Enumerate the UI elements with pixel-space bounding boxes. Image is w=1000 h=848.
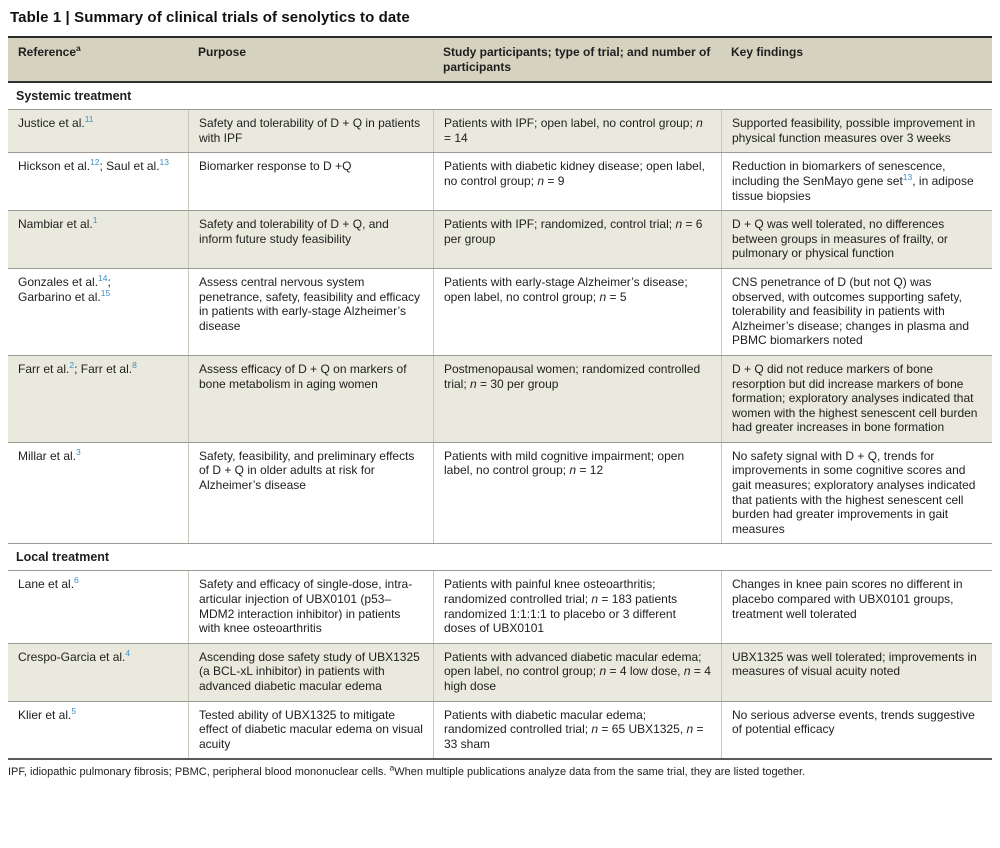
citation-link[interactable]: 8 (132, 359, 137, 370)
cell-participants: Patients with diabetic macular edema; randomized controlled trial; n = 65 UBX1325, n = 33 sham (433, 702, 721, 759)
table-row-crespo-garcia (8, 643, 992, 701)
citation-link[interactable]: 13 (159, 157, 170, 168)
cell-reference: Millar et al.$^3$ (18, 446, 81, 463)
section-header-local-treatment: Local treatment (8, 543, 992, 570)
citation-link[interactable]: 15 (100, 287, 111, 298)
table-row-gonzales-garbarino (8, 268, 992, 355)
cell-purpose: Safety and tolerability of D + Q, and inform future study feasibility (188, 211, 433, 268)
cell-participants: Patients with painful knee osteoarthritis; randomized controlled trial; n = 183 patients randomized 1:1:1:1 to placebo or 3 different doses of UBX0101 (433, 571, 721, 642)
citation-link[interactable]: 5 (71, 705, 77, 716)
table-row-nambiar (8, 210, 992, 268)
cell-findings: Supported feasibility, possible improvement in physical function measures over 3 weeks (721, 110, 992, 152)
cell-purpose: Ascending dose safety study of UBX1325 (a BCL-xL inhibitor) in patients with advanced diabetic macular edema (188, 644, 433, 701)
cell-reference: Farr et al.$^2$; Farr et al.$^8$ (18, 359, 137, 376)
table-row-lane (8, 570, 992, 642)
table-row-klier (8, 701, 992, 759)
citation-link[interactable]: 6 (74, 575, 79, 586)
cell-reference: Nambiar et al.$^1$ (18, 215, 98, 232)
cell-purpose: Assess central nervous system penetrance, safety, feasibility and efficacy in patients with early-stage Alzheimer’s disease (188, 269, 433, 355)
citation-link[interactable]: 11 (84, 114, 94, 125)
cell-findings: D + Q was well tolerated, no differences between groups in measures of frailty, or pulmonary or physical function (721, 211, 992, 268)
cell-findings: No serious adverse events, trends suggestive of potential efficacy (721, 702, 992, 759)
footnote-marker: a (76, 43, 81, 53)
section-header-systemic-treatment: Systemic treatment (8, 81, 992, 109)
cell-participants: Patients with diabetic kidney disease; open label, no control group; n = 9 (433, 153, 721, 210)
column-header-key-findings: Key findings (731, 45, 804, 59)
cell-participants: Patients with IPF; randomized, control trial; n = 6 per group (433, 211, 721, 268)
table-footnote: IPF, idiopathic pulmonary fibrosis; PBMC, peripheral blood mononuclear cells. $^a$When multiple publications analyze data from the same trial, they are listed together. (8, 758, 992, 779)
column-header-purpose: Purpose (198, 45, 247, 59)
table-title: Table 1 | Summary of clinical trials of senolytics to date (10, 9, 410, 26)
cell-participants: Patients with advanced diabetic macular edema; open label, no control group; n = 4 low dose, n = 4 high dose (433, 644, 721, 701)
cell-reference: Klier et al.$^5$ (18, 705, 77, 722)
citation-link[interactable]: 12 (90, 157, 100, 168)
table-header-row (8, 38, 992, 81)
table-row-millar (8, 442, 992, 544)
column-header-participants: Study participants; type of trial; and number of participants (443, 45, 711, 74)
column-header-reference: Reference$^a$ (18, 43, 81, 59)
cell-findings: Changes in knee pain scores no different in placebo compared with UBX0101 groups, treatment well tolerated (721, 571, 992, 642)
citation-link[interactable]: 3 (76, 446, 81, 457)
cell-participants: Postmenopausal women; randomized controlled trial; n = 30 per group (433, 356, 721, 442)
cell-reference: Justice et al.$^{11}$ (18, 114, 94, 131)
cell-findings: No safety signal with D + Q, trends for improvements in some cognitive scores and gait measures; exploratory analyses indicated that patients with the highest senescent cell burden had greater improvements in gait measures (721, 443, 992, 544)
table-row-hickson-saul (8, 152, 992, 210)
cell-participants: Patients with IPF; open label, no control group; n = 14 (433, 110, 721, 152)
cell-findings: Reduction in biomarkers of senescence, including the SenMayo gene set$^{13}$, in adipose tissue biopsies (721, 153, 992, 210)
cell-reference: Crespo-Garcia et al.$^4$ (18, 647, 131, 664)
cell-purpose: Safety and tolerability of D + Q in patients with IPF (188, 110, 433, 152)
cell-purpose: Safety and efficacy of single-dose, intra-articular injection of UBX0101 (p53–MDM2 interaction inhibitor) in patients with knee osteoarthritis (188, 571, 433, 642)
citation-link[interactable]: 14 (98, 272, 108, 283)
cell-reference: Lane et al.$^6$ (18, 575, 79, 592)
cell-findings: D + Q did not reduce markers of bone resorption but did increase markers of bone formation; exploratory analyses indicated that women with the highest senescent cell burden had greater increases in bone formation (721, 356, 992, 442)
citation-link[interactable]: 2 (69, 359, 75, 370)
cell-purpose: Tested ability of UBX1325 to mitigate effect of diabetic macular edema on visual acuity (188, 702, 433, 759)
cell-purpose: Assess efficacy of D + Q on markers of bone metabolism in aging women (188, 356, 433, 442)
citation-link[interactable]: 4 (125, 647, 131, 658)
cell-participants: Patients with early-stage Alzheimer’s disease; open label, no control group; n = 5 (433, 269, 721, 355)
cell-findings: UBX1325 was well tolerated; improvements in measures of visual acuity noted (721, 644, 992, 701)
citation-link[interactable]: 13 (902, 171, 913, 182)
table-row-farr (8, 355, 992, 442)
cell-reference: Hickson et al.$^{12}$; Saul et al.$^{13}$ (18, 157, 170, 174)
cell-findings: CNS penetrance of D (but not Q) was observed, with outcomes supporting safety, tolerability and feasibility in patients with Alzheimer’s disease; changes in plasma and PBMC biomarkers noted (721, 269, 992, 355)
cell-purpose: Biomarker response to D +Q (188, 153, 433, 210)
cell-purpose: Safety, feasibility, and preliminary effects of D + Q in older adults at risk for Alzheimer’s disease (188, 443, 433, 544)
cell-participants: Patients with mild cognitive impairment; open label, no control group; n = 12 (433, 443, 721, 544)
citation-link[interactable]: 1 (92, 215, 98, 226)
clinical-trials-table (8, 36, 992, 758)
footnote-marker: a (389, 762, 395, 773)
cell-reference: Gonzales et al.$^{14}$; Garbarino et al.$^{15}$ (18, 272, 111, 304)
table-row-justice (8, 109, 992, 152)
